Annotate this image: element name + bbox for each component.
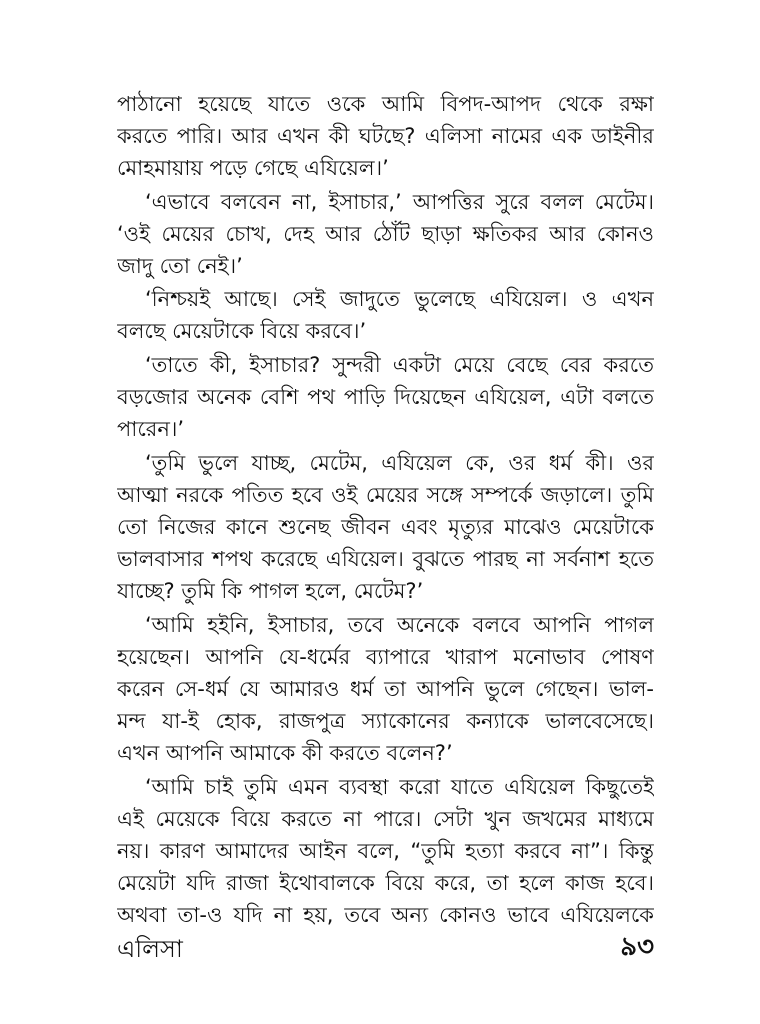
book-title-footer: এলিসা (117, 935, 183, 963)
text-line-5: ‘ওই মেয়ের চোখ, দেহ আর ঠোঁট ছাড়া ক্ষতিকর আর কোনও (117, 222, 654, 246)
text-line-16: যাচ্ছে? তুমি কি পাগল হলে, মেটেম?’ (117, 579, 424, 603)
text-line-10: বড়জোর অনেক বেশি পথ পাড়ি দিয়েছেন এযিয়েল, এটা বলতে (117, 385, 654, 409)
text-line-19: করেন সে-ধর্ম যে আমারও ধর্ম তা আপনি ভুলে গেছেন। ভাল- (117, 677, 654, 701)
text-line-3: মোহমায়ায় পড়ে গেছে এযিয়েল।’ (117, 156, 389, 180)
text-line-8: বলছে মেয়েটাকে বিয়ে করবে।’ (117, 319, 367, 343)
text-line-21: এখন আপনি আমাকে কী করতে বলেন?’ (117, 741, 453, 765)
text-line-9: ‘তাতে কী, ইসাচার? সুন্দরী একটা মেয়ে বেছে বের করতে (145, 353, 654, 377)
text-line-22: ‘আমি চাই তুমি এমন ব্যবস্থা করো যাতে এযিয়েল কিছুতেই (145, 775, 654, 799)
text-line-15: ভালবাসার শপথ করেছে এযিয়েল। বুঝতে পারছ না সর্বনাশ হতে (117, 547, 654, 571)
text-line-1: পাঠানো হয়েছে যাতে ওকে আমি বিপদ-আপদ থেকে রক্ষা (117, 92, 654, 116)
text-line-12: ‘তুমি ভুলে যাচ্ছ, মেটেম, এযিয়েল কে, ওর ধর্ম কী। ওর (145, 451, 654, 475)
text-line-26: অথবা তা-ও যদি না হয়, তবে অন্য কোনও ভাবে এযিয়েলকে (117, 903, 654, 927)
text-line-13: আত্মা নরকে পতিত হবে ওই মেয়ের সঙ্গে সম্পর্কে জড়ালে। তুমি (117, 483, 654, 507)
text-line-18: হয়েছেন। আপনি যে-ধর্মের ব্যাপারে খারাপ মনোভাব পোষণ (117, 645, 654, 669)
text-line-25: মেয়েটা যদি রাজা ইথোবালকে বিয়ে করে, তা হলে কাজ হবে। (117, 871, 654, 895)
text-line-24: নয়। কারণ আমাদের আইন বলে, “তুমি হত্যা করবে না”। কিন্তু (117, 839, 654, 863)
text-line-17: ‘আমি হইনি, ইসাচার, তবে অনেকে বলবে আপনি পাগল (145, 613, 654, 637)
text-line-6: জাদু তো নেই।’ (117, 254, 243, 278)
text-line-2: করতে পারি। আর এখন কী ঘটছে? এলিসা নামের এক ডাইনীর (117, 124, 654, 148)
text-line-11: পারেন।’ (117, 417, 185, 441)
text-line-7: ‘নিশ্চয়ই আছে। সেই জাদুতে ভুলেছে এযিয়েল। ও এখন (145, 287, 654, 311)
text-line-23: এই মেয়েকে বিয়ে করতে না পারে। সেটা খুন জখমের মাধ্যমে (117, 807, 654, 831)
text-line-14: তো নিজের কানে শুনেছ জীবন এবং মৃত্যুর মাঝেও মেয়েটাকে (117, 515, 654, 539)
page-number: ৯৩ (620, 932, 654, 962)
text-line-4: ‘এভাবে বলবেন না, ইসাচার,’ আপত্তির সুরে বলল মেটেম। (145, 190, 654, 214)
text-line-20: মন্দ যা-ই হোক, রাজপুত্র স্যাকোনের কন্যাকে ভালবেসেছে। (117, 709, 654, 733)
